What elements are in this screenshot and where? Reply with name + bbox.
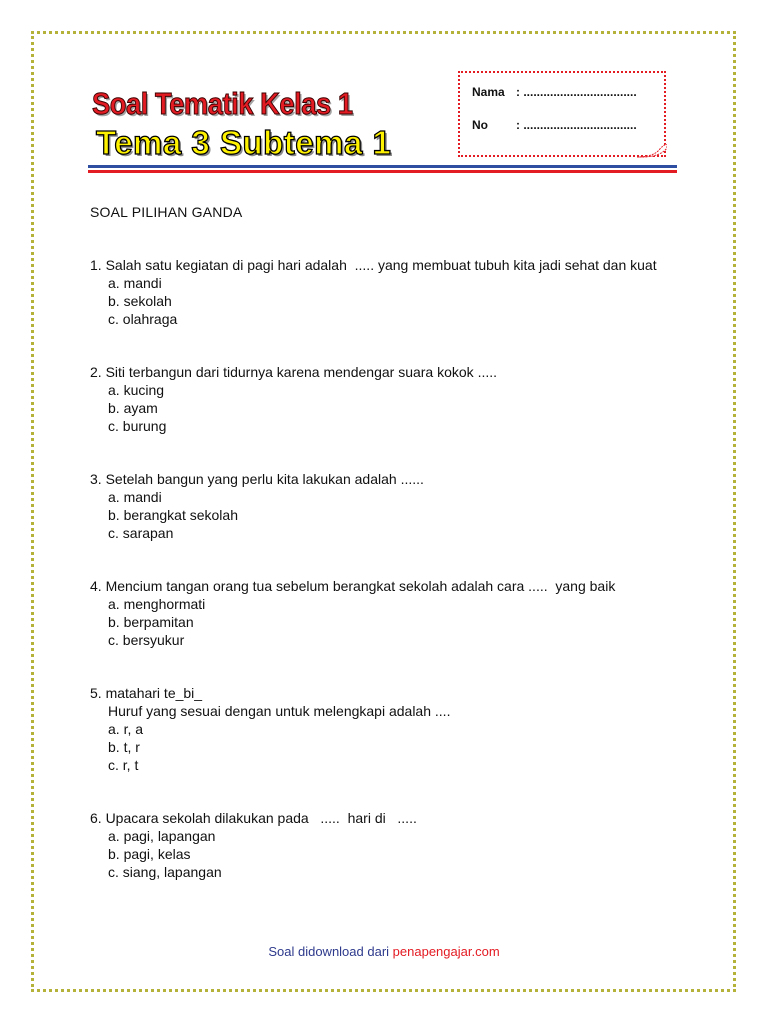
option-c: c. olahraga [108, 311, 178, 327]
option-a: a. kucing [108, 382, 165, 398]
question-stem: 3. Setelah bangun yang perlu kita lakukan adalah ...... [90, 471, 424, 487]
option-a: a. pagi, lapangan [108, 828, 216, 844]
nama-field[interactable] [472, 85, 637, 99]
question-list [90, 256, 720, 916]
question-6 [90, 809, 720, 881]
question-subtext: Huruf yang sesuai dengan untuk melengkapi adalah .... [108, 703, 451, 719]
option-c: c. r, t [108, 757, 139, 773]
name-box [458, 71, 666, 157]
question-5 [90, 684, 720, 774]
footer-text: Soal didownload dari [268, 944, 390, 959]
title-line-2: Tema 3 Subtema 1 [96, 124, 392, 161]
option-b: b. t, r [108, 739, 140, 755]
footer-site-link[interactable]: penapengajar.com [392, 944, 500, 959]
nama-blank[interactable]: : .................................. [516, 85, 637, 99]
option-a: a. menghormati [108, 596, 206, 612]
question-stem: 4. Mencium tangan orang tua sebelum berangkat sekolah adalah cara ..... yang baik [90, 578, 616, 594]
no-label: No [472, 118, 488, 132]
divider-red [88, 170, 677, 173]
section-title: SOAL PILIHAN GANDA [90, 204, 243, 220]
question-stem: 6. Upacara sekolah dilakukan pada ..... hari di ..... [90, 810, 417, 826]
question-1 [90, 256, 720, 328]
divider-blue [88, 165, 677, 168]
option-b: b. berangkat sekolah [108, 507, 238, 523]
no-field[interactable] [472, 118, 637, 132]
option-b: b. berpamitan [108, 614, 194, 630]
option-b: b. ayam [108, 400, 158, 416]
nama-label: Nama [472, 85, 505, 99]
title-line-1: Soal Tematik Kelas 1 [92, 86, 353, 121]
option-b: b. sekolah [108, 293, 172, 309]
option-c: c. burung [108, 418, 167, 434]
question-2 [90, 363, 720, 435]
question-4 [90, 577, 720, 649]
option-c: c. siang, lapangan [108, 864, 222, 880]
question-stem: 2. Siti terbangun dari tidurnya karena mendengar suara kokok ..... [90, 364, 498, 380]
footer [0, 944, 768, 959]
option-a: a. mandi [108, 489, 162, 505]
option-a: a. mandi [108, 275, 162, 291]
option-c: c. sarapan [108, 525, 174, 541]
question-stem: 1. Salah satu kegiatan di pagi hari adalah ..... yang membuat tubuh kita jadi sehat dan kuat [90, 257, 657, 273]
no-blank[interactable]: : .................................. [516, 118, 637, 132]
option-b: b. pagi, kelas [108, 846, 191, 862]
option-a: a. r, a [108, 721, 144, 737]
question-stem: 5. matahari te_bi_ [90, 685, 203, 701]
question-3 [90, 470, 720, 542]
page-curl-icon [637, 144, 667, 158]
option-c: c. bersyukur [108, 632, 185, 648]
